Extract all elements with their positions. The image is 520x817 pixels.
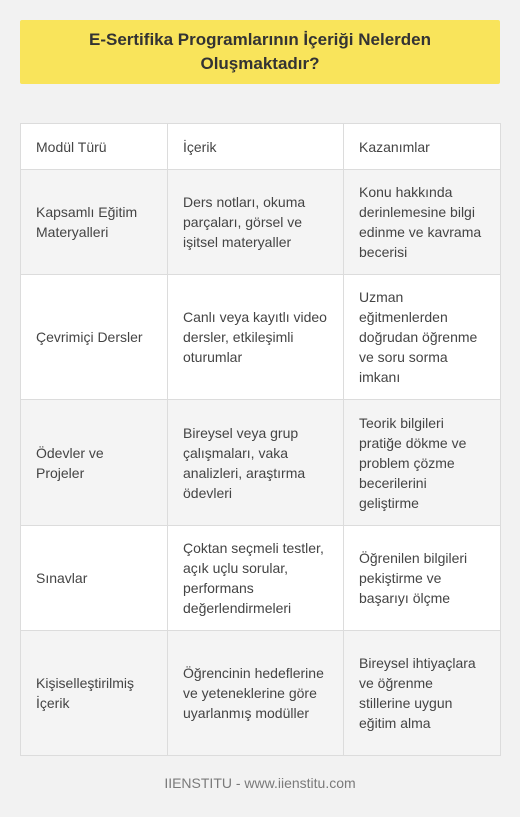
table-row xyxy=(21,631,501,756)
module-table xyxy=(20,123,501,756)
column-header-module-type: Modül Türü xyxy=(21,124,168,170)
cell-gains: Bireysel ihtiyaçlara ve öğrenme stillerine uygun eğitim alma xyxy=(344,631,501,756)
footer-credit: IIENSTITU - www.iienstitu.com xyxy=(164,775,356,791)
cell-gains: Uzman eğitmenlerden doğrudan öğrenme ve soru sorma imkanı xyxy=(344,275,501,400)
cell-content: Ders notları, okuma parçaları, görsel ve işitsel materyaller xyxy=(168,170,344,275)
cell-gains: Konu hakkında derinlemesine bilgi edinme ve kavrama becerisi xyxy=(344,170,501,275)
cell-content: Canlı veya kayıtlı video dersler, etkileşimli oturumlar xyxy=(168,275,344,400)
table-row xyxy=(21,526,501,631)
cell-gains: Öğrenilen bilgileri pekiştirme ve başarıyı ölçme xyxy=(344,526,501,631)
column-header-gains: Kazanımlar xyxy=(344,124,501,170)
column-header-content: İçerik xyxy=(168,124,344,170)
cell-module-type: Çevrimiçi Dersler xyxy=(21,275,168,400)
page-title: E-Sertifika Programlarının İçeriği Nelerden Oluşmaktadır? xyxy=(88,30,431,73)
cell-module-type: Kapsamlı Eğitim Materyalleri xyxy=(21,170,168,275)
cell-module-type: Sınavlar xyxy=(21,526,168,631)
cell-content: Bireysel veya grup çalışmaları, vaka analizleri, araştırma ödevleri xyxy=(168,400,344,526)
cell-content: Çoktan seçmeli testler, açık uçlu sorular, performans değerlendirmeleri xyxy=(168,526,344,631)
cell-content: Öğrencinin hedeflerine ve yeteneklerine göre uyarlanmış modüller xyxy=(168,631,344,756)
table-row xyxy=(21,400,501,526)
table-row xyxy=(21,170,501,275)
table-header-row xyxy=(21,124,501,170)
title-banner xyxy=(20,20,500,84)
cell-gains: Teorik bilgileri pratiğe dökme ve problem çözme becerilerini geliştirme xyxy=(344,400,501,526)
table-row xyxy=(21,275,501,400)
cell-module-type: Kişiselleştirilmiş İçerik xyxy=(21,631,168,756)
cell-module-type: Ödevler ve Projeler xyxy=(21,400,168,526)
